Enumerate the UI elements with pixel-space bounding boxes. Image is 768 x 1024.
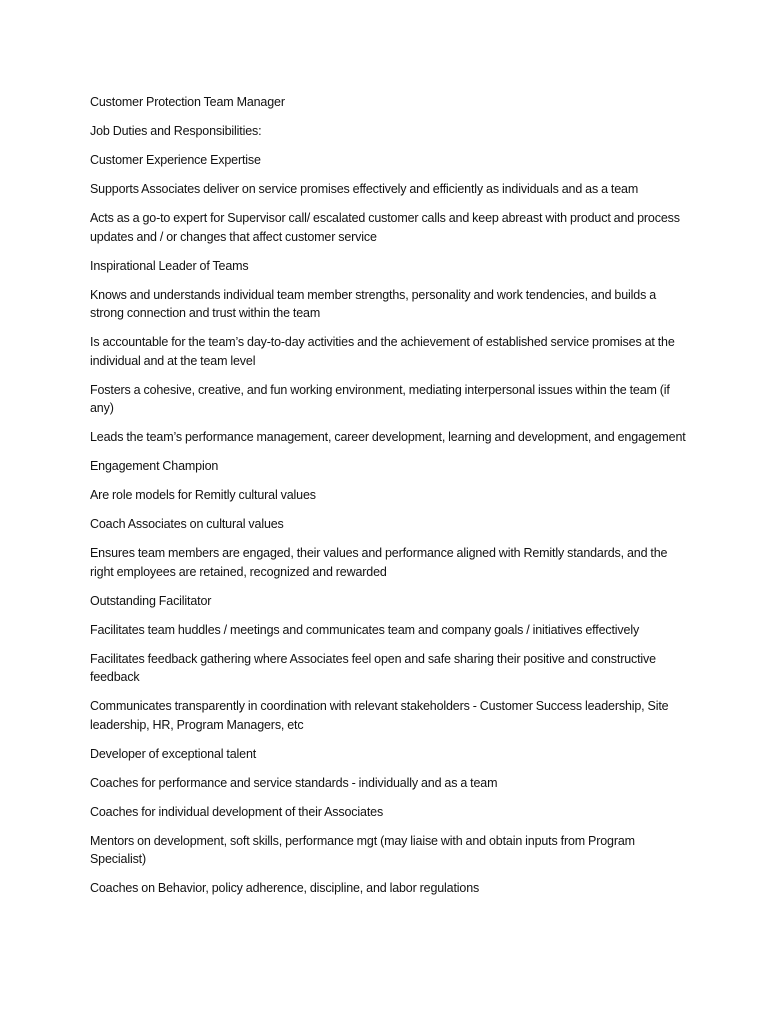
duty-item: Communicates transparently in coordination with relevant stakeholders - Customer Success leadership, Site leadership, HR, Program Managers, etc <box>90 699 669 732</box>
duty-item: Facilitates team huddles / meetings and communicates team and company goals / initiatives effectively <box>90 622 640 637</box>
duty-item: Ensures team members are engaged, their values and performance aligned with Remitly standards, and the right employees are retained, recognized and rewarded <box>90 546 668 579</box>
duty-item: Coaches on Behavior, policy adherence, discipline, and labor regulations <box>90 881 480 895</box>
duty-item: Leads the team’s performance management, career development, learning and development, and engagement <box>90 430 686 444</box>
duty-item: Coaches for individual development of their Associates <box>90 804 384 819</box>
subsection-heading: Outstanding Facilitator <box>90 593 212 608</box>
duty-item: Facilitates feedback gathering where Associates feel open and safe sharing their positive and constructive feedback <box>90 651 656 684</box>
duty-item: Is accountable for the team’s day-to-day activities and the achievement of established service promises at the individual and at the team level <box>90 335 675 368</box>
subsection-heading: Engagement Champion <box>90 459 219 473</box>
duty-item: Mentors on development, soft skills, performance mgt (may liaise with and obtain inputs from Program Specialist) <box>90 833 635 866</box>
duty-item: Fosters a cohesive, creative, and fun working environment, mediating interpersonal issues within the team (if any) <box>90 382 670 415</box>
document-title: Customer Protection Team Manager <box>90 95 285 109</box>
duty-item: Coach Associates on cultural values <box>90 517 284 531</box>
duty-item: Coaches for performance and service standards - individually and as a team <box>90 775 498 790</box>
duty-item: Supports Associates deliver on service promises effectively and efficiently as individuals and as a team <box>90 182 639 196</box>
subsection-heading: Customer Experience Expertise <box>90 153 261 167</box>
duty-item: Acts as a go-to expert for Supervisor call/ escalated customer calls and keep abreast with product and process updates and / or changes that affect customer service <box>90 211 680 244</box>
subsection-heading: Developer of exceptional talent <box>90 746 257 761</box>
duty-item: Are role models for Remitly cultural values <box>90 488 316 502</box>
document-page <box>90 93 690 908</box>
section-heading: Job Duties and Responsibilities: <box>90 124 262 138</box>
duty-item: Knows and understands individual team member strengths, personality and work tendencies, and builds a strong connection and trust within the team <box>90 287 657 320</box>
subsection-heading: Inspirational Leader of Teams <box>90 258 249 273</box>
